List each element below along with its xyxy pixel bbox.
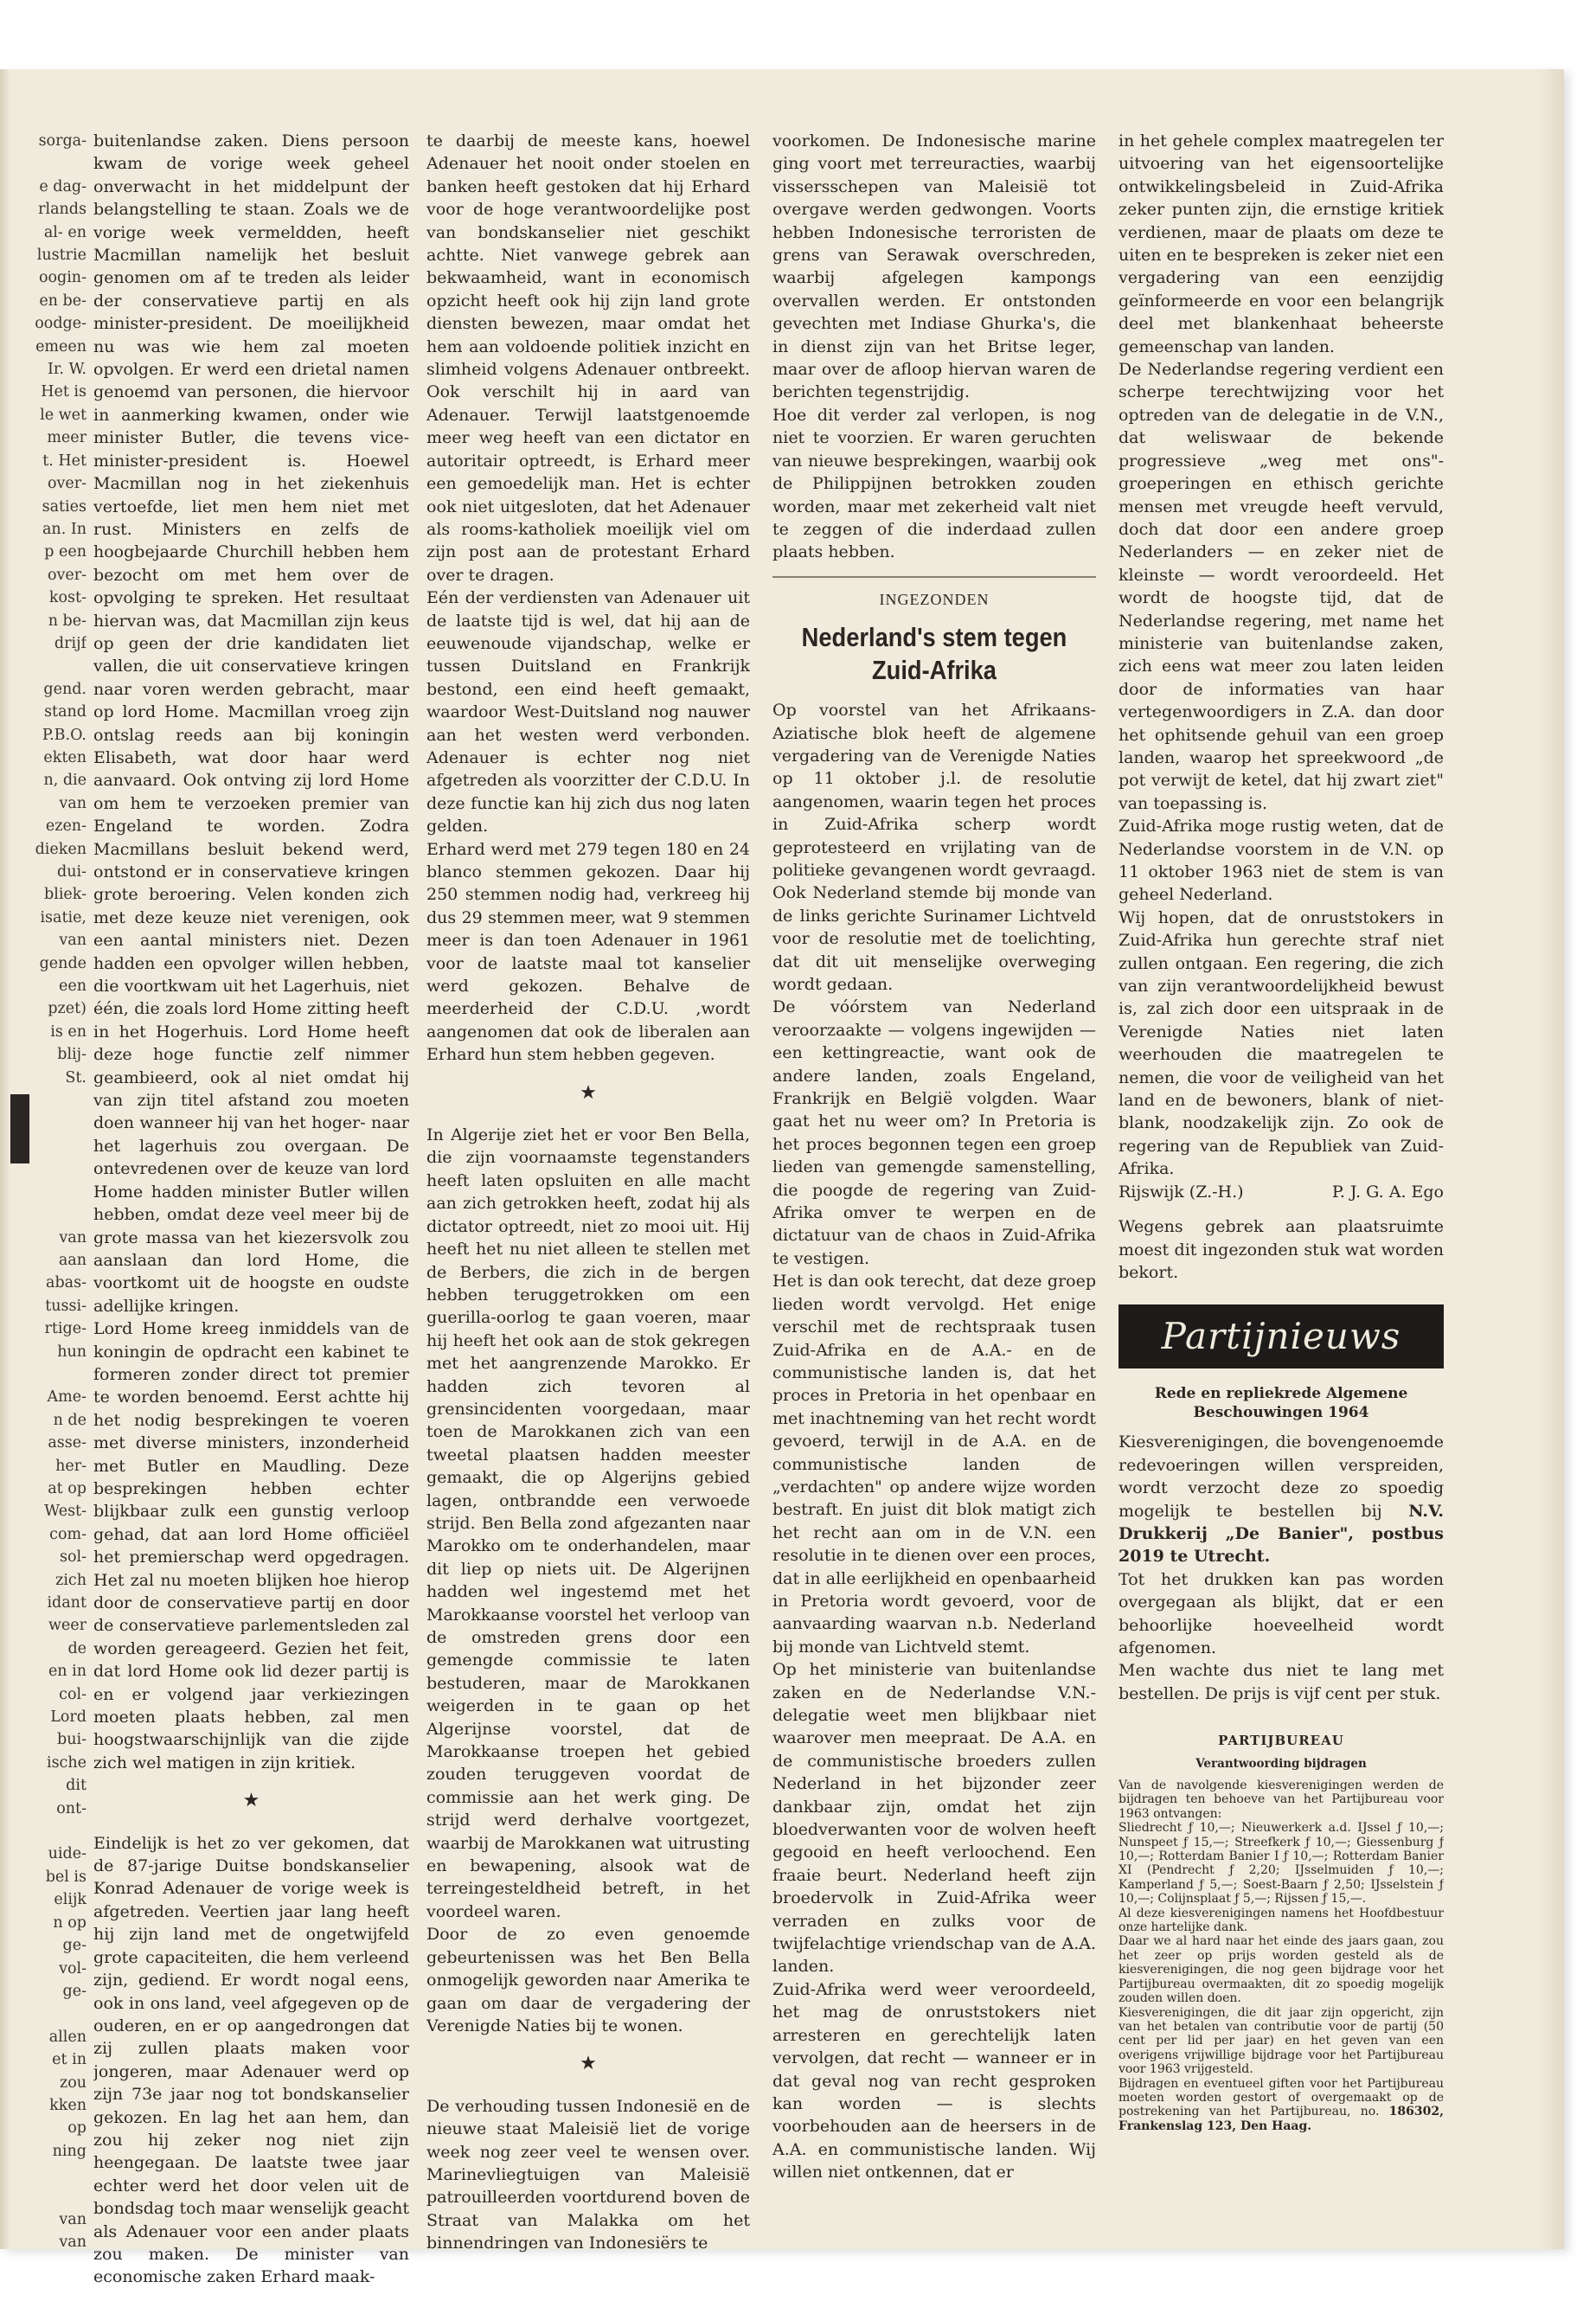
editor-note: Wegens gebrek aan plaatsruimte moest dit ingezonden stuk wat worden bekort. — [1118, 1217, 1444, 1282]
cropped-line-fragment: van — [59, 1228, 87, 1247]
cropped-line-fragment: oodge- — [35, 315, 87, 333]
column-3 — [772, 130, 1096, 2184]
column-1 — [93, 130, 409, 2289]
section-kicker: INGEZONDEN — [879, 590, 990, 608]
cropped-line-fragment: n op — [53, 1913, 87, 1932]
cropped-line-fragment — [12, 1203, 87, 1226]
cropped-line-fragment: gend. — [43, 680, 87, 698]
article-paragraph: Hoe dit verder zal verlopen, is nog niet te voorzien. Er waren geruchten van nieuwe besprekingen, waarbij ook de Philippijnen betrokken zouden worden, maar met zekerheid valt niet te zeggen of die inderdaad zullen plaats hebben. — [772, 405, 1096, 562]
cropped-line-fragment — [12, 1820, 87, 1843]
section-divider — [772, 576, 1096, 578]
notice-address: N.V. Drukkerij „De Banier", postbus 2019 te Utrecht. — [1118, 1501, 1444, 1567]
notice-paragraph: Tot het drukken kan pas worden overgegaan als blijkt, dat er een behoorlijke hoeveelheid wordt afgenomen. — [1118, 1569, 1444, 1657]
article-paragraph: Het is dan ook terecht, dat deze groep lieden wordt vervolgd. Het enige verschil met de rechtspraak tusen Zuid-Afrika en de A.A.- en de communistische landen is, dat het proces in Pretoria in het openbaar en met inachtneming van het recht wordt gevoerd, terwijl in de A.A. en de communistische landen de „verdachten" op andere wijze worden bestraft. En juist dit blok matigt zich het recht aan om in de V.N. een resolutie in te dienen over een proces, dat in alle eerlijkheid en openbaarheid in Pretoria wordt gevoerd, voor de aanvaarding waarvan n.b. Nederland bij monde van Lichtveld stemt. — [772, 1272, 1096, 1657]
cropped-line-fragment: al- en — [43, 223, 87, 241]
article-paragraph: Eindelijk is het zo ver gekomen, dat de 87-jarige Duitse bondskanselier Konrad Adenauer de vorige week is afgetreden. Veertien jaar lang heeft hij zijn land met de ongetwijfeld grote capaciteiten, die hem verleend zijn, gediend. Er wordt nogal eens, ook in ons land, veel afgegeven op de ouderen, en er op aangedrongen dat zij zullen plaats maken voor jongeren, maar Adenauer werd op zijn 73e jaar nog tot bondskanselier gekozen. En lag het aan hem, dan zou hij zeker nog niet zijn heengegaan. De laatste twee jaar echter werd het door velen uit de bondsdag toch maar wenselijk geacht als Adenauer voor een ander plaats zou maken. De minister van economische zaken Erhard maak- — [93, 1833, 409, 2287]
page-edge-left — [0, 69, 10, 2249]
cropped-line-fragment: rlands — [38, 201, 87, 219]
cropped-line-fragment: n be- — [48, 612, 87, 630]
cropped-line-fragment: dui- — [57, 863, 87, 881]
cropped-line-fragment: ont- — [56, 1799, 87, 1817]
cropped-line-fragment: de — [67, 1639, 87, 1657]
cropped-line-fragment: e dag- — [39, 177, 87, 195]
cropped-line-fragment: stand — [44, 703, 87, 721]
cropped-line-fragment: abas- — [46, 1274, 87, 1292]
cropped-line-fragment: idant — [47, 1594, 87, 1612]
partijbureau-subtitle: Verantwoording bijdragen — [1195, 1756, 1367, 1771]
cropped-line-fragment: isatie, — [40, 908, 87, 926]
notice-paragraph — [1118, 1431, 1444, 1567]
signature-name: P. J. G. A. Ego — [1331, 1182, 1444, 1202]
letter-signature — [1118, 1181, 1444, 1203]
page-edge-right — [1538, 69, 1564, 2249]
article-paragraph: De verhouding tussen Indonesië en de nieuwe staat Maleisië liet de vorige week nog zeer veel te wensen over. Marinevliegtuigen van Maleisië patrouilleerden voortdurend boven de Straat van Malakka om het binnendringen van Indonesiërs te — [426, 2096, 750, 2253]
cropped-line-fragment: van — [59, 2234, 87, 2252]
section-star: ★ — [242, 1790, 260, 1812]
section-star: ★ — [580, 1081, 597, 1104]
small-paragraph: Sliedrecht ƒ 10,—; Nieuwerkerk a.d. IJssel ƒ 10,—; Nunspeet ƒ 15,—; Streefkerk ƒ 10,—; Giessenburg ƒ 10,—; Rotterdam Banier I ƒ 10,—; Rotterdam Banier XI (Pendrecht ƒ 2,20; IJsselmuiden ƒ 10,—; Kamperland ƒ 5,—; Soest-Baarn ƒ 2,50; IJsselstein ƒ 10,—; Colijnsplaat ƒ 5,—; Rijssen ƒ 15,—. — [1118, 1821, 1444, 1907]
cropped-line-fragment: ge- — [62, 1982, 87, 2000]
cropped-line-fragment — [12, 1135, 87, 1157]
cropped-line-fragment: at op — [48, 1479, 87, 1497]
article-paragraph: in het gehele complex maatregelen ter uitvoering van het eigensoortelijke ontwikkelingsbeleid in Zuid-Afrika zeker punten zijn, die ernstige kritiek verdienen, maar de plaats om deze te uiten en te bespreken is zeker niet een vergadering van een eenzijdig geïnformeerde en voor een belangrijk deel met blankenhaat beheerste gemeenschap van landen. — [1118, 131, 1444, 356]
cropped-line-fragment: over- — [47, 475, 87, 493]
partijnieuws-banner: Partijnieuws — [1118, 1304, 1444, 1368]
partijbureau-notice — [1118, 1779, 1444, 2133]
cropped-line-fragment: vol- — [59, 1959, 87, 1977]
cropped-line-fragment: een — [59, 977, 87, 996]
article-paragraph: Eén der verdiensten van Adenauer uit de laatste tijd is wel, dat hij aan de eeuwenoude vijandschap, welke er tussen Duitsland en Frankrijk bestond, een eind heeft gemaakt, waardoor West-Duitsland nog nauwer aan het westen werd verbonden. Adenauer is echter nog niet afgetreden als voorzitter der C.D.U. In deze functie kan hij zich dus nog laten gelden. — [426, 588, 750, 836]
small-address: 186302, Frankenslag 123, Den Haag. — [1118, 2105, 1444, 2133]
cropped-line-fragment: le wet — [40, 406, 87, 424]
article-paragraph: buitenlandse zaken. Diens persoon kwam de vorige week geheel onverwacht in het middelpunt der belangstelling te staan. Zoals we de vorige week vermeldden, heeft Macmillan namelijk het besluit genomen om af te treden als leider der conservatieve partij en als minister-president. De moeilijkheid nu was wie hem zal moeten opvolgen. Er werd een drietal namen genoemd van personen, die hiervoor in aanmerking kwamen, onder wie minister Butler, die tevens vice-minister-president is. Hoewel Macmillan nog in het ziekenhuis vertoefde, liet men hem niet met rust. Ministers en zelfs de hoogbejaarde Churchill hebben hem bezocht om met hem over de opvolging te spreken. Het resultaat hiervan was, dat Macmillan zijn keus op geen der drie kandidaten liet vallen, die uit conservatieve kringen naar voren werden gebracht, maar op lord Home. Macmillan vroeg zijn ontslag reeds aan bij koningin Elisabeth, wat door haar werd aanvaard. Ook ontving zij lord Home om hem te verzoeken premier van Engeland te worden. Zodra Macmillans besluit bekend werd, ontstond er in conservatieve kringen grote beroering. Velen konden zich met deze keuze niet verenigen, ook een aantal ministers niet. Dezen hadden een opvolger willen hebben, die voortkwam uit het Lagerhuis, niet één, die zoals lord Home zitting heeft in het Hogerhuis. Lord Home heeft deze hoge functie zelf nimmer geambieerd, ook al niet omdat hij van zijn titel afstand zou moeten doen wanneer hij van het hoger- naar het lagerhuis zou overgaan. De ontevredenen over de keuze van lord Home hadden minister Butler willen hebben, omdat deze veel meer bij de grote massa van het kiezersvolk zou aanslaan dan lord Home, die voortkomt uit de hoogste en oudste adellijke kringen. — [93, 131, 409, 1316]
cropped-line-fragment: emeen — [35, 337, 87, 356]
small-paragraph: Al deze kiesverenigingen namens het Hoofdbestuur onze hartelijke dank. — [1118, 1906, 1444, 1935]
cropped-line-fragment: ezen- — [45, 817, 87, 836]
article-paragraph: Op het ministerie van buitenlandse zaken en de Nederlandse V.N.-delegatie weet men blijkbaar niet waarover men meepraat. De A.A. en de communistische broeders zullen Nederland in het bijzonder zeer dankbaar zijn, omdat het zijn bloedverwanten voor de wolven heeft gegooid en heeft verloochend. Een fraaie beurt. Nederland heeft zijn broedervolk in Zuid-Afrika weer verraden en zulks voor de twijfelachtige vriendschap van de A.A. landen. — [772, 1660, 1096, 1977]
cropped-line-fragment: asse- — [48, 1434, 87, 1452]
cropped-line-fragment: hun — [57, 1343, 87, 1361]
article-paragraph: Op voorstel van het Afrikaans-Aziatische blok heeft de algemene vergadering van de Verenigde Naties op 11 oktober j.l. de resolutie aangenomen, waarin tegen het proces in Zuid-Afrika scherp wordt geprotesteerd en vrijlating van de politieke gevangenen wordt gevraagd. Ook Nederland stemde bij monde van de links gerichte Surinamer Lichtveld voor de resolutie met de toelichting, dat dit uit menselijke overweging wordt gedaan. — [772, 701, 1096, 994]
cropped-line-fragment: tussi- — [45, 1297, 87, 1315]
cropped-line-fragment: n de — [53, 1411, 87, 1429]
article-paragraph: Zuid-Afrika moge rustig weten, dat de Nederlandse voorstem in de V.N. op 11 oktober 1963 niet de stem is van geheel Nederland. — [1118, 817, 1444, 905]
cropped-line-fragment: t. Het — [42, 452, 87, 470]
cropped-line-fragment: oogin- — [38, 269, 87, 287]
small-paragraph: Daar we al hard naar het einde des jaars gaan, zou het zeer op prijs worden gesteld als de kiesverenigingen, die nog geen bijdrage voor het Partijbureau overmaakten, dit zo spoedig mogelijk zouden willen doen. — [1118, 1934, 1444, 2006]
article-paragraph: In Algerije ziet het er voor Ben Bella, die zijn voornaamste tegenstanders heeft laten opsluiten en alle macht aan zich getrokken heeft, zodat hij als dictator optreedt, niet zo mooi uit. Hij heeft het nu niet alleen te stellen met de Berbers, die zich in de bergen hebben teruggetrokken om een guerilla-oorlog te gaan voeren, maar hij heeft het ook aan de stok gekregen met het aangrenzende Marokko. Er hadden zich tevoren al grensincidenten voorgedaan, maar toen de Marokkanen zich van een tweetal plaatsen hadden meester gemaakt, die op Algerijns gebied lagen, ontbrandde een verwoede strijd. Ben Bella zond afgezanten naar Marokko om te onderhandelen, maar dit liep op niets uit. De Algerijnen hadden wel ingestemd met het Marokkaanse voorstel het verloop van de omstreden grens door een gemengde commissie te laten bestuderen, maar de Marokkanen weigerden in te gaan op het Algerijnse voorstel, dat de Marokkaanse troepen het gebied zouden teruggeven voordat de commissie aan het werk ging. De strijd werd derhalve voortgezet, waarbij de Marokkanen wat uitrusting en bewapening, alsook wat de terreingesteldheid betreft, in het voordeel waren. — [426, 1125, 750, 1921]
cropped-line-fragment — [12, 1363, 87, 1386]
cropped-line-fragment: an. In — [42, 520, 87, 538]
cropped-line-fragment: gende — [39, 954, 87, 972]
cropped-line-fragment: drijf — [54, 634, 87, 652]
cropped-line-fragment: aan — [58, 1251, 87, 1269]
cropped-left-column — [12, 130, 87, 2254]
article-paragraph: te daarbij de meeste kans, hoewel Adenauer het nooit onder stoelen en banken heeft gestoken dat hij Erhard voor de hoge verantwoordelijke post van bondskanselier niet geschikt achtte. Niet vanwege gebrek aan bekwaamheid, want in economisch opzicht heeft ook hij zijn land grote diensten bewezen, maar omdat het hem aan voldoende politiek inzicht en slimheid volgens Adenauer ontbreekt. Ook verschilt hij in aard van Adenauer. Terwijl laatstgenoemde meer weg heeft van een dictator en autoritair optreedt, is Erhard meer een gemoedelijk man. Het is echter ook niet uitgesloten, dat het Adenauer als rooms-katholiek moeilijk viel om zijn post aan de protestant Erhard over te dragen. — [426, 131, 750, 585]
cropped-line-fragment: is en — [50, 1022, 87, 1041]
cropped-line-fragment: lustrie — [36, 247, 87, 265]
cropped-line-fragment: P.B.O. — [42, 726, 87, 744]
section-star: ★ — [580, 2053, 597, 2075]
cropped-line-fragment: Ame- — [47, 1388, 87, 1407]
cropped-line-fragment — [12, 152, 87, 175]
cropped-line-fragment: rtige- — [44, 1320, 87, 1338]
cropped-line-fragment: en in — [48, 1663, 87, 1681]
cropped-line-fragment: ische — [46, 1753, 87, 1772]
partijbureau-title: PARTIJBUREAU — [1218, 1733, 1344, 1749]
notice-text: Kiesverenigingen, die bovengenoemde redevoeringen willen verspreiden, wordt verzocht deze zo spoedig mogelijk te bestellen bij — [1118, 1433, 1444, 1521]
cropped-line-fragment — [12, 1181, 87, 1203]
cropped-line-fragment: St. — [65, 1068, 87, 1086]
cropped-line-fragment: Het is — [41, 383, 87, 401]
cropped-line-fragment: zich — [55, 1571, 87, 1589]
cropped-line-fragment: blij- — [57, 1046, 87, 1064]
column-2 — [426, 130, 750, 2255]
newspaper-page — [0, 69, 1564, 2287]
cropped-line-fragment: van — [59, 794, 87, 812]
notice-paragraph: Men wachte dus niet te lang met bestellen. De prijs is vijf cent per stuk. — [1118, 1661, 1444, 1703]
article-paragraph: De Nederlandse regering verdient een scherpe terechtwijzing voor het optreden van de delegatie in de V.N., dat weliswaar de bekende progressieve „weg met ons"-groeperingen en ethisch gerichte mensen met vreugde heeft vervuld, doch dat door een andere groep Nederlanders — en zeker niet de kleinste — wordt veroordeeld. Het wordt de hoogste tijd, dat de Nederlandse regering, met name het ministerie van buitenlandse zaken, zich eens wat meer zou laten leiden door de informaties van haar vertegenwoordigers in Z.A. dan door het ophitsende gehuil van een groep landen, waarop het spreekwoord „de pot verwijt de ketel, dat hij zwart ziet" van toepassing is. — [1118, 360, 1444, 813]
cropped-line-fragment: ekten — [43, 748, 87, 766]
cropped-line-fragment: zou — [59, 2073, 87, 2092]
cropped-line-fragment: op — [67, 2119, 87, 2138]
article-paragraph: Zuid-Afrika werd weer veroordeeld, het mag de onruststokers niet arresteren en gerechtelijk laten vervolgen, dat recht — wanneer er in dat geval nog van recht gesproken kan worden — is slechts voorbehouden aan de heersers in de A.A. en communistische landen. Wij willen niet ontkennen, dat er — [772, 1979, 1096, 2182]
small-paragraph — [1118, 2077, 1444, 2134]
article-headline: Nederland's stem tegen Zuid-Afrika — [801, 622, 1067, 686]
cropped-line-fragment: Lord — [50, 1708, 87, 1727]
cropped-line-fragment — [12, 2003, 87, 2025]
cropped-line-fragment: van — [59, 2210, 87, 2228]
cropped-line-fragment: col- — [59, 1685, 87, 1703]
small-paragraph: Van de navolgende kiesverenigingen werden de bijdragen ten behoeve van het Partijbureau voor 1963 ontvangen: — [1118, 1779, 1444, 1821]
article-paragraph: Wij hopen, dat de onruststokers in Zuid-Afrika hun gerechte straf niet zullen ontgaan. Een regering, die zich van zijn verantwoordelijkheid bewust is, zal zich door een uitspraak in de Verenigde Naties niet laten weerhouden die maatregelen te nemen, die voor de veiligheid van het land en de bewoners, blank of niet-blank, noodzakelijk zijn. Zo ook de regering van de Republiek van Zuid-Afrika. — [1118, 907, 1444, 1179]
article-paragraph: Lord Home kreeg inmiddels van de koningin de opdracht een kabinet te formeren zonder direct tot premier te worden benoemd. Eerst achtte hij het nodig besprekingen te voeren met diverse ministers, inzonderheid met Butler en Maudling. Deze besprekingen hebben echter blijkbaar zulk een gunstig verloop gehad, dat aan lord Home officiëel het premierschap werd opgedragen. Het zal nu moeten blijken hoe hierop door de conservatieve partij en door de conservatieve parlementsleden zal worden gereageerd. Gezien het feit, dat lord Home ook lid dezer partij is en er volgend jaar verkiezingen moeten plaats hebben, zal men hoogstwaarschijnlijk van die zijde zich wel matigen in zijn kritiek. — [93, 1319, 409, 1772]
cropped-line-fragment — [12, 1112, 87, 1134]
cropped-line-fragment: van — [59, 932, 87, 950]
cropped-line-fragment — [12, 1089, 87, 1112]
signature-place: Rijswijk (Z.-H.) — [1118, 1182, 1244, 1202]
article-paragraph: voorkomen. De Indonesische marine ging voort met terreuracties, waarbij vissersschepen van Maleisië tot overgave werden gedwongen. Voorts hebben Indonesische terroristen de grens van Serawak overschreden, waarbij afgelegen kampongs overvallen werden. Er ontstonden gevechten met Indiase Ghurka's, die in dienst zijn van het Britse leger, maar over de afloop hiervan waren de berichten tegenstrijdig. — [772, 131, 1096, 402]
article-paragraph: De vóórstem van Nederland veroorzaakte — volgens ingewijden — een kettingreactie, want ook de andere landen, zoals Engeland, Frankrijk en België volgden. Waar gaat het nu weer om? In Pretoria is het proces begonnen tegen een groep lieden van gemengde samenstelling, die poogde de regering van Zuid-Afrika omver te werpen en de dictatuur van de chaos in Zuid-Afrika te vestigen. — [772, 997, 1096, 1268]
cropped-line-fragment: n, die — [43, 772, 87, 790]
cropped-line-fragment: saties — [42, 497, 87, 516]
article-paragraph: Door de zo even genoemde gebeurtenissen was het Ben Bella onmogelijk geworden naar Amerika te gaan om daar de vergadering der Verenigde Naties bij te wonen. — [426, 1925, 750, 2035]
cropped-line-fragment: over- — [47, 566, 87, 584]
cropped-line-fragment — [12, 655, 87, 677]
small-text: Bijdragen en eventueel giften voor het Partijbureau moeten worden gestort of overgemaakt op de postrekening van het Partijbureau, no. — [1118, 2076, 1444, 2119]
cropped-line-fragment: bui- — [57, 1731, 87, 1749]
small-paragraph: Kiesverenigingen, die dit jaar zijn opgericht, zijn van het betalen van contributie voor de partij (50 cent per lid per jaar) en het geven van een overigens vrijwillige bijdrage voor het Partijbureau voor 1963 vrijgesteld. — [1118, 2005, 1444, 2077]
cropped-line-fragment: bel is — [45, 1868, 87, 1886]
cropped-line-fragment: Ir. W. — [48, 361, 87, 379]
cropped-line-fragment — [12, 1157, 87, 1180]
cropped-line-fragment: en be- — [39, 292, 87, 310]
column-4 — [1118, 130, 1444, 2133]
cropped-line-fragment: sorga- — [38, 132, 87, 150]
cropped-line-fragment: ning — [52, 2142, 87, 2160]
cropped-line-fragment: dieken — [35, 840, 87, 858]
cropped-line-fragment: elijk — [54, 1891, 87, 1909]
cropped-line-fragment: allen — [48, 2028, 87, 2046]
cropped-line-fragment — [12, 2186, 87, 2208]
cropped-line-fragment: kken — [49, 2096, 87, 2114]
cropped-line-fragment — [12, 2163, 87, 2185]
cropped-line-fragment: weer — [48, 1617, 87, 1635]
cropped-line-fragment: p een — [44, 543, 87, 561]
cropped-line-fragment: kost- — [48, 589, 87, 607]
cropped-line-fragment: pzet) — [48, 1000, 87, 1018]
cropped-line-fragment: her- — [55, 1457, 87, 1475]
cropped-line-fragment: meer — [47, 429, 87, 447]
cropped-line-fragment: sol- — [59, 1548, 87, 1567]
notice-headline: Rede en repliekrede Algemene Beschouwingen 1964 — [1154, 1385, 1408, 1422]
cropped-line-fragment: bliek- — [44, 886, 87, 904]
cropped-line-fragment: et in — [52, 2051, 87, 2069]
cropped-line-fragment: uide- — [48, 1845, 87, 1863]
cropped-line-fragment: com- — [49, 1525, 87, 1543]
cropped-line-fragment: dit — [66, 1777, 87, 1795]
cropped-line-fragment: West- — [44, 1503, 87, 1521]
cropped-line-fragment: ge- — [62, 1937, 87, 1955]
article-paragraph: Erhard werd met 279 tegen 180 en 24 blanco stemmen gekozen. Daar hij 250 stemmen nodig had, verkreeg hij dus 29 stemmen meer, wat 9 stemmen meer is dan toen Adenauer in 1961 voor de laatste maal tot kanselier werd gekozen. Behalve de meerderheid der C.D.U. ,wordt aangenomen dat ook de liberalen aan Erhard hun stem hebben gegeven. — [426, 839, 750, 1065]
